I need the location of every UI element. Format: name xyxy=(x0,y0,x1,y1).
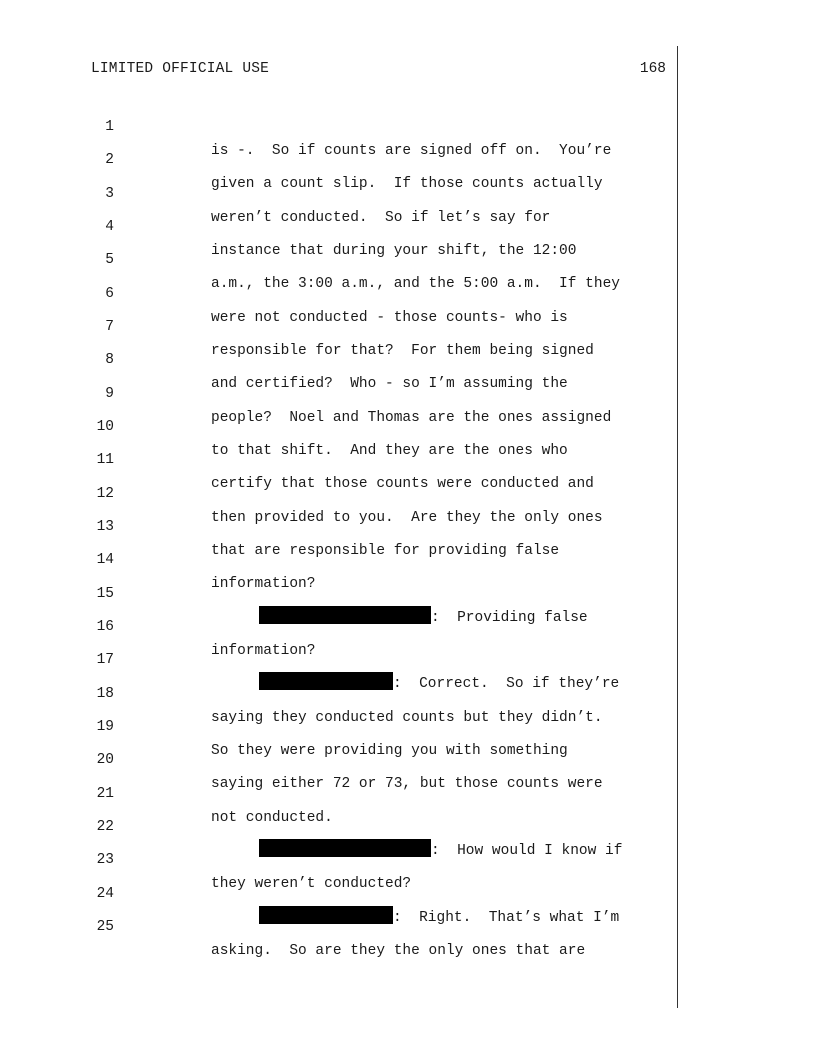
line-number: 22 xyxy=(96,819,114,835)
line-text: : Correct. So if they’re xyxy=(393,676,620,692)
line-number: 11 xyxy=(96,452,114,468)
line-number: 19 xyxy=(96,719,114,735)
transcript-line xyxy=(0,91,680,159)
line-text: : Right. That’s what I’m xyxy=(393,910,620,926)
line-text: responsible for that? For them being signed xyxy=(211,343,594,359)
page-number: 168 xyxy=(639,61,666,77)
line-number: 12 xyxy=(96,486,114,502)
line-number: 20 xyxy=(96,752,114,768)
line-text: certify that those counts were conducted and xyxy=(211,476,594,492)
line-number: 16 xyxy=(96,619,114,635)
line-number: 5 xyxy=(105,252,114,268)
line-text: to that shift. And they are the ones who xyxy=(211,443,568,459)
line-number: 17 xyxy=(96,652,114,668)
line-number: 18 xyxy=(96,686,114,702)
line-text: saying either 72 or 73, but those counts were xyxy=(211,776,603,792)
line-number: 8 xyxy=(105,352,114,368)
line-number: 7 xyxy=(105,319,114,335)
line-text: is -. So if counts are signed off on. You’re xyxy=(211,143,612,159)
line-number: 10 xyxy=(96,419,114,435)
line-text: not conducted. xyxy=(211,810,333,826)
line-text: information? xyxy=(211,643,316,659)
line-text: saying they conducted counts but they didn’t. xyxy=(211,710,603,726)
line-number: 4 xyxy=(105,219,114,235)
line-number: 24 xyxy=(96,886,114,902)
line-text: were not conducted - those counts- who is xyxy=(211,310,568,326)
line-text: asking. So are they the only ones that are xyxy=(211,943,586,959)
line-number: 1 xyxy=(105,119,114,135)
line-number: 9 xyxy=(105,386,114,402)
line-number: 3 xyxy=(105,186,114,202)
line-text: : Providing false xyxy=(431,610,588,626)
line-text: information? xyxy=(211,576,316,592)
line-text: and certified? Who - so I’m assuming the xyxy=(211,376,568,392)
line-text: then provided to you. Are they the only ones xyxy=(211,510,603,526)
line-number: 6 xyxy=(105,286,114,302)
line-text: So they were providing you with something xyxy=(211,743,568,759)
line-number: 2 xyxy=(105,152,114,168)
line-number: 23 xyxy=(96,852,114,868)
line-text: that are responsible for providing false xyxy=(211,543,560,559)
line-text: they weren’t conducted? xyxy=(211,876,412,892)
line-number: 25 xyxy=(96,919,114,935)
line-text: weren’t conducted. So if let’s say for xyxy=(211,210,551,226)
classification-header: LIMITED OFFICIAL USE xyxy=(91,61,270,77)
line-text: : How would I know if xyxy=(431,843,623,859)
line-number: 15 xyxy=(96,586,114,602)
line-text: instance that during your shift, the 12:00 xyxy=(211,243,577,259)
line-text: given a count slip. If those counts actually xyxy=(211,176,603,192)
line-text: people? Noel and Thomas are the ones assigned xyxy=(211,410,612,426)
line-number: 13 xyxy=(96,519,114,535)
line-text: a.m., the 3:00 a.m., and the 5:00 a.m. If they xyxy=(211,276,620,292)
line-number: 21 xyxy=(96,786,114,802)
line-number: 14 xyxy=(96,552,114,568)
